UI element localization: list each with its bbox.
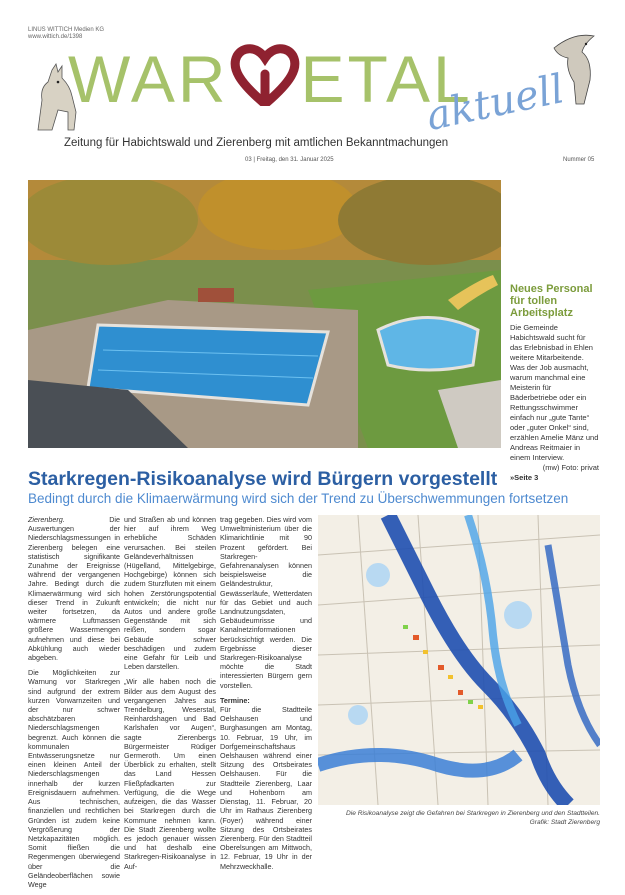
sidebar-credit: (mw) Foto: privat <box>542 463 599 472</box>
paragraph <box>28 515 120 662</box>
paragraph <box>220 696 312 871</box>
dateline: Zierenberg. <box>28 515 65 524</box>
sidebar-page-link[interactable]: »Seite 3 <box>510 473 539 482</box>
paragraph-text: Die Möglichkeiten zur Warnung vor Starkregen sind aufgrund der extrem kurzen Vorwarnzeiten und der nur schwer abschätzbaren Niederschlagsmengen begrenzt. Auch können die kommunalen Entwässerungsnetze nur einen kleinen Anteil der Niederschlagsmengen innerhalb der kurzen Ereignisdauern aufnehmen. Aus technischen, finanziellen und rechtlichen Gründen ist zudem keine Vergrößerung der Netzkapazitäten möglich. Somit fließen die Regenmengen überwiegend über die Geländeoberflächen sowie Wege <box>28 668 120 889</box>
masthead-title-text <box>68 44 459 110</box>
article-subheadline: Bedingt durch die Klimaerwärmung wird sich der Trend zu Überschwemmungen fortsetzen <box>28 491 569 506</box>
map-caption-text: Die Risikoanalyse zeigt die Gefahren bei Starkregen in Zierenberg und den Stadtteilen. <box>345 810 600 817</box>
sidebar-heading: Neues Personal für tollen Arbeitsplatz <box>510 283 593 319</box>
article-column-1 <box>28 515 120 895</box>
masthead-tagline: Zeitung für Habichtswald und Zierenberg mit amtlichen Bekanntmachungen <box>64 137 449 149</box>
masthead-subtitle: aktuell <box>422 66 569 140</box>
sidebar-teaser <box>510 283 599 482</box>
paragraph-text: „Wir alle haben noch die Bilder aus dem August des vergangenen Jahres aus Trendelburg, Weserstal, Reinhardshagen und Bad Karlshafen vor Augen“, sagte Zierenbergs Bürgermeister Rüdiger Germeroth. Um einen Überblick zu erhalten, stellt das Land Hessen Fließpfadkarten zur Verfügung, die die Wege aufzeigen, die das Wasser bei Starkregen durch die Kommune nehmen kann. Die Stadt Zierenberg wollte es jedoch genauer wissen und hat deshalb eine Starkregen-Risikoanalyse in Auf- <box>124 677 216 871</box>
flood-risk-map <box>318 515 600 805</box>
map-caption-credit: Grafik: Stadt Zierenberg <box>529 819 600 826</box>
flood-risk-map-graphic <box>318 515 600 805</box>
map-caption <box>300 809 600 827</box>
issue-number: Nummer 05 <box>563 157 595 163</box>
publisher-url: www.wittich.de/1398 <box>28 34 83 40</box>
paragraph-text: Für die Stadtteile Oelshausen und Burghasungen am Montag, 10. Februar, 19 Uhr, im Dorfgemeinschaftshaus Oelshausen während einer Sitzung des Ortsbeirates Oelshausen. Für die Stadtteile Zierenberg, Laar und Hohenborn am Dienstag, 11. Februar, 20 Uhr im Rathaus Zierenberg (Foyer) während einer Sitzung des Ortsbeirates Zierenberg. Für den Stadtteil Oberelsungen am Mittwoch, 12. Februar, 19 Uhr in der Mehrzweckhalle. <box>220 705 312 871</box>
appointments-heading: Termine: <box>220 695 250 705</box>
sidebar-text: Die Gemeinde Habichtswald sucht für das Erlebnisbad in Ehlen weitere Mitarbeitende. Was der Job ausmacht, warum manchmal eine Meisterin für Bäderbetriebe oder ein Rettungsschwimmer einfach nur „gute Tante“ oder „guter Onkel“ sind, erzählen Amelie Mänz und Andreas Reitmaier in einem Interview. <box>510 323 599 462</box>
publisher-info <box>28 27 104 41</box>
issue-date: 03 | Freitag, den 31. Januar 2025 <box>245 157 334 163</box>
article-headline: Starkregen-Risikoanalyse wird Bürgern vorgestellt <box>28 468 498 490</box>
paragraph <box>124 515 216 671</box>
paragraph <box>124 677 216 870</box>
article-column-2 <box>124 515 216 877</box>
masthead-title-visual: WAR ETAL <box>68 42 473 116</box>
paragraph <box>28 668 120 889</box>
pool-photo-graphic <box>28 180 501 448</box>
publisher-name: LINUS WITTICH Medien KG <box>28 27 105 33</box>
article-column-3 <box>220 515 312 877</box>
paragraph-text: Die Auswertungen der Niederschlagsmessungen in Zierenberg belegen eine statistisch signifikante Zunahme der Ereignisse während der vergangenen Jahre. Bedingt durch die Klimaerwärmung wird sich dieser Trend in Zukunft weiter fortsetzen, da wärmere Luftmassen größere Wassermengen aufnehmen und diese bei Abkühlung auch wieder abgeben. <box>28 515 120 663</box>
masthead-title <box>68 42 473 116</box>
paragraph <box>220 515 312 690</box>
pool-photo <box>28 180 501 448</box>
paragraph-text: trag gegeben. Dies wird vom Umweltministerium über die Klimarichtlinie mit 90 Prozent gefördert. Bei Starkregen-Gefahrenanalysen können beispielsweise die Geländestruktur, Gewässerläufe, Wetterdaten für das Gebiet und auch Landnutzungsdaten, Gebäudeumrisse und Kanalnetzinformationen berücksichtigt werden. Die Ergebnisse dieser Starkregen-Risikoanalyse möchte die Stadt interessierten Bürgern gern vorstellen. <box>220 515 312 690</box>
paragraph-text: und Straßen ab und können hier auf ihrem Weg erhebliche Schäden verursachen. Bei steilen Geländeverhältnissen (Hügelland, Mittelgebirge, Hochgebirge) können sich zudem Sturzfluten mit einem hohen Zerstörungspotential entwickeln; die nicht nur Autos und andere große Gegenstände mit sich reißen, sondern sogar Gebäude schwer beschädigen und zudem eine Gefahr für Leib und Leben darstellen. <box>124 515 216 672</box>
